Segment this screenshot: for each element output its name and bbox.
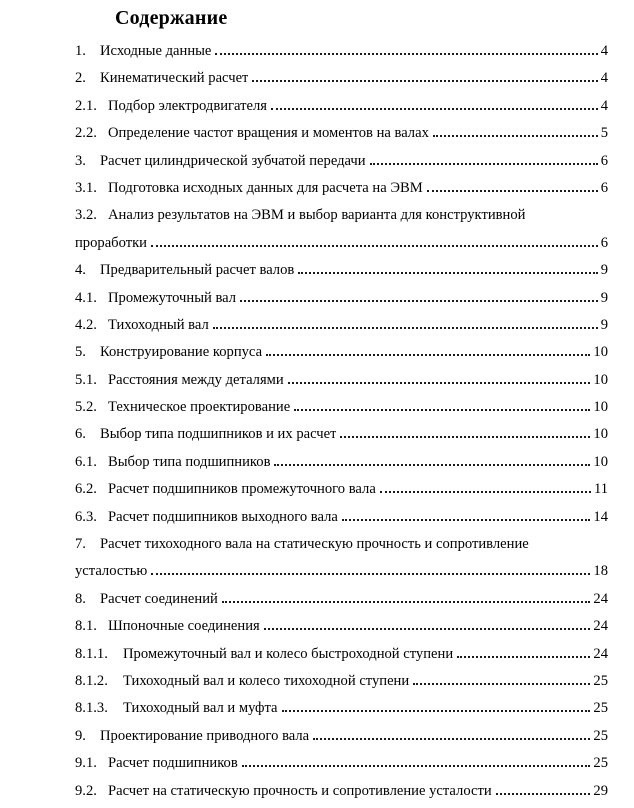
toc-entry-number: 3.1. xyxy=(75,179,97,196)
toc-entry[interactable] xyxy=(75,339,608,366)
toc-entry-text: Расстояния между деталями xyxy=(108,371,284,388)
toc-entry[interactable] xyxy=(75,723,608,750)
toc-leader-dots xyxy=(294,409,590,411)
toc-page-number: 10 xyxy=(593,399,608,416)
toc-entry-number: 3.2. xyxy=(75,207,97,224)
toc-entry-number: 5.1. xyxy=(75,371,97,388)
toc-leader-dots xyxy=(213,327,598,329)
toc-entry-number: 4.2. xyxy=(75,316,97,333)
toc-entry[interactable] xyxy=(75,613,608,640)
toc-entry-text: Определение частот вращения и моментов на валах xyxy=(108,125,429,142)
toc-leader-dots xyxy=(380,491,591,493)
toc-entry-number: 8.1.2. xyxy=(75,672,108,689)
toc-entry-text: Предварительный расчет валов xyxy=(100,262,295,279)
toc-entry-number: 2. xyxy=(75,70,86,87)
toc-entry[interactable] xyxy=(75,394,608,421)
toc-leader-dots xyxy=(496,793,591,795)
toc-entry[interactable] xyxy=(75,586,608,613)
toc-page-number: 4 xyxy=(600,43,608,59)
toc-entry-number: 2.2. xyxy=(75,125,97,142)
toc-entry-number: 4. xyxy=(75,262,86,279)
toc-entry-text: Конструирование корпуса xyxy=(100,344,263,361)
toc-page-number: 11 xyxy=(593,481,608,498)
toc-page-number: 4 xyxy=(600,70,608,87)
toc-page-number: 24 xyxy=(593,618,608,635)
toc-page-number: 6 xyxy=(600,152,608,169)
toc-entry-number: 6.3. xyxy=(75,508,97,525)
toc-entry-number: 3. xyxy=(75,152,86,169)
toc-leader-dots xyxy=(274,464,590,466)
toc-entry-text: Подбор электродвигателя xyxy=(108,97,267,114)
toc-leader-dots xyxy=(252,80,597,82)
toc-leader-dots xyxy=(215,53,597,55)
toc-entry[interactable] xyxy=(75,750,608,777)
toc-entry-number: 2.1. xyxy=(75,97,97,114)
toc-entry-text: Исходные данные xyxy=(100,43,212,59)
toc-entry[interactable] xyxy=(75,504,608,531)
toc-entry[interactable] xyxy=(75,421,608,448)
toc-entry-number: 8.1.3. xyxy=(75,700,108,717)
toc-entry-text: Анализ результатов на ЭВМ и выбор варианта для конструктивной xyxy=(108,207,526,224)
toc-page-number: 4 xyxy=(600,97,608,114)
toc-entry-number: 1. xyxy=(75,43,86,59)
toc-entry-text: Проектирование приводного вала xyxy=(100,727,310,744)
toc-page-number: 25 xyxy=(593,672,608,689)
toc-entry[interactable] xyxy=(75,668,608,695)
toc-page-number: 6 xyxy=(600,234,608,251)
toc-entry-text: усталостью xyxy=(75,563,148,580)
toc-entry-text: Техническое проектирование xyxy=(108,399,291,416)
toc-entry-number: 7. xyxy=(75,536,86,553)
toc-leader-dots xyxy=(266,354,590,356)
toc-entry[interactable] xyxy=(75,312,608,339)
toc-page-number: 10 xyxy=(593,453,608,470)
toc-entry-text: Расчет цилиндрической зубчатой передачи xyxy=(100,152,366,169)
toc-page-number: 24 xyxy=(593,590,608,607)
toc-entry-text: Промежуточный вал xyxy=(108,289,237,306)
toc-entry-number: 5. xyxy=(75,344,86,361)
toc-entry[interactable] xyxy=(75,148,608,175)
toc-entry-number: 8.1. xyxy=(75,618,97,635)
toc-entry-text: Промежуточный вал и колесо быстроходной ступени xyxy=(123,645,454,662)
toc-entry[interactable] xyxy=(75,175,608,202)
toc-page-number: 5 xyxy=(600,125,608,142)
toc-entry[interactable] xyxy=(75,93,608,120)
toc-leader-dots xyxy=(433,135,598,137)
toc-entry[interactable] xyxy=(75,778,608,805)
toc-page-number: 25 xyxy=(593,700,608,717)
toc-title: Содержание xyxy=(115,7,228,29)
toc-leader-dots xyxy=(222,601,591,603)
toc-entry[interactable] xyxy=(75,476,608,503)
toc-entry-text: Подготовка исходных данных для расчета на ЭВМ xyxy=(108,179,423,196)
toc-leader-dots xyxy=(282,710,591,712)
toc-entry-number: 6. xyxy=(75,426,86,443)
toc-entry-text: Расчет подшипников xyxy=(108,755,238,772)
toc-entry[interactable] xyxy=(75,38,608,65)
toc-entry[interactable] xyxy=(75,449,608,476)
toc-entry-text: Расчет соединений xyxy=(100,590,218,607)
toc-entry-number: 5.2. xyxy=(75,399,97,416)
toc-entry[interactable] xyxy=(75,65,608,92)
toc-entry[interactable] xyxy=(75,202,608,229)
toc-leader-dots xyxy=(271,108,598,110)
toc-page-number: 18 xyxy=(593,563,608,580)
toc-page-number: 29 xyxy=(593,782,608,799)
toc-entry[interactable] xyxy=(75,367,608,394)
toc-entry[interactable] xyxy=(75,257,608,284)
toc-entry-number: 9.2. xyxy=(75,782,97,799)
toc-entry-text: Расчет на статическую прочность и сопротивление усталости xyxy=(108,782,492,799)
toc-leader-dots xyxy=(242,765,591,767)
toc-entry[interactable] xyxy=(75,531,608,558)
toc-leader-dots xyxy=(427,190,598,192)
toc-entry[interactable] xyxy=(75,285,608,312)
toc-entry-number: 6.2. xyxy=(75,481,97,498)
toc-entry-text: проработки xyxy=(75,234,147,251)
toc-leader-dots xyxy=(413,683,590,685)
toc-entry-text: Расчет тихоходного вала на статическую прочность и сопротивление xyxy=(100,536,529,553)
toc-leader-dots xyxy=(151,245,598,247)
toc-entry[interactable] xyxy=(75,695,608,722)
toc-entry-text: Кинематический расчет xyxy=(100,70,249,87)
toc-leader-dots xyxy=(313,738,590,740)
toc-entry-text: Тихоходный вал и муфта xyxy=(123,700,278,717)
toc-entry-number: 8.1.1. xyxy=(75,645,108,662)
toc-leader-dots xyxy=(298,272,597,274)
toc-leader-dots xyxy=(370,163,598,165)
toc-entry-text: Тихоходный вал xyxy=(108,316,209,333)
toc-page-number: 25 xyxy=(593,727,608,744)
toc-leader-dots xyxy=(264,628,591,630)
toc-list xyxy=(75,38,608,805)
toc-entry-number: 8. xyxy=(75,590,86,607)
toc-entry-number: 9.1. xyxy=(75,755,97,772)
toc-entry-text: Расчет подшипников выходного вала xyxy=(108,508,338,525)
toc-leader-dots xyxy=(240,300,598,302)
toc-leader-dots xyxy=(288,382,591,384)
toc-entry-text: Тихоходный вал и колесо тихоходной ступени xyxy=(123,672,410,689)
toc-entry-text: Выбор типа подшипников xyxy=(108,453,271,470)
toc-leader-dots xyxy=(457,656,590,658)
toc-entry-continuation[interactable] xyxy=(75,558,608,585)
toc-leader-dots xyxy=(340,436,590,438)
toc-entry-number: 6.1. xyxy=(75,453,97,470)
toc-entry-continuation[interactable] xyxy=(75,230,608,257)
toc-page-number: 24 xyxy=(593,645,608,662)
toc-page-number: 10 xyxy=(593,426,608,443)
toc-page-number: 10 xyxy=(593,371,608,388)
toc-entry[interactable] xyxy=(75,120,608,147)
toc-page-number: 10 xyxy=(593,344,608,361)
toc-entry-text: Выбор типа подшипников и их расчет xyxy=(100,426,337,443)
toc-page-number: 9 xyxy=(600,316,608,333)
toc-entry-text: Шпоночные соединения xyxy=(108,618,260,635)
toc-leader-dots xyxy=(342,519,591,521)
toc-page-number: 14 xyxy=(593,508,608,525)
toc-page-number: 9 xyxy=(600,262,608,279)
toc-page-number: 9 xyxy=(600,289,608,306)
toc-entry-number: 9. xyxy=(75,727,86,744)
toc-leader-dots xyxy=(151,573,590,575)
toc-entry-text: Расчет подшипников промежуточного вала xyxy=(108,481,376,498)
toc-page-number: 6 xyxy=(600,179,608,196)
toc-entry-number: 4.1. xyxy=(75,289,97,306)
toc-page-number: 25 xyxy=(593,755,608,772)
toc-entry[interactable] xyxy=(75,641,608,668)
